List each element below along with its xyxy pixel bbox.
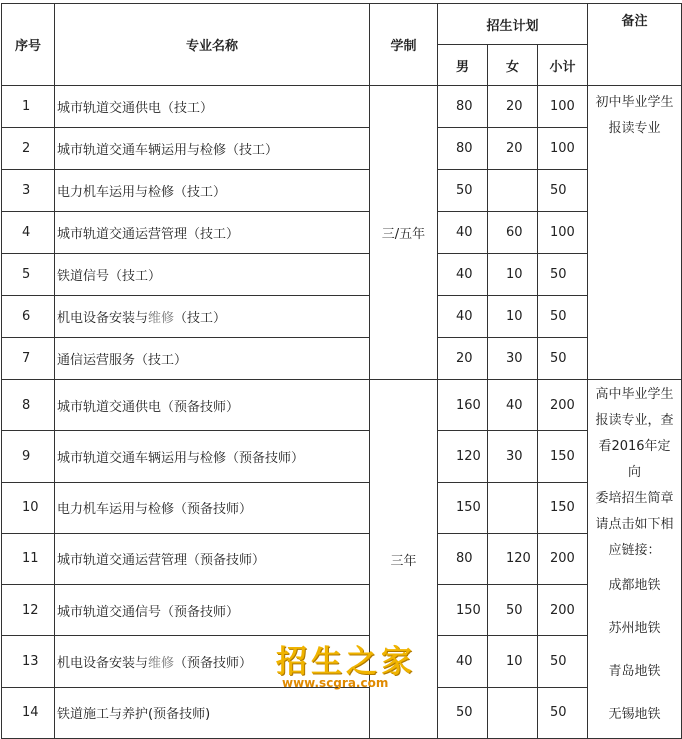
header-seq: 序号 [2, 4, 55, 86]
table-row [2, 170, 682, 212]
header-male: 男 [438, 45, 488, 86]
row-seq: 12 [2, 585, 55, 636]
row-major-name [55, 431, 370, 482]
row-major-name [55, 482, 370, 533]
row-subtotal: 200 [538, 380, 588, 431]
table-row [2, 533, 682, 584]
row-subtotal: 50 [538, 170, 588, 212]
row-duration: 三/五年 [370, 86, 438, 380]
row-major-name [55, 338, 370, 380]
row-major-name-part: 机电设备安装与 [57, 656, 149, 672]
row-subtotal: 50 [538, 254, 588, 296]
watermark-url: www.scgra.com [282, 676, 389, 690]
row-major-name [55, 170, 370, 212]
row-subtotal: 150 [538, 482, 588, 533]
row-female-count [488, 687, 538, 738]
row-major-name-part: 机电设备安装与 [57, 311, 149, 326]
row-female-count [488, 170, 538, 212]
row-female-count: 120 [488, 533, 538, 584]
row-subtotal: 100 [538, 86, 588, 128]
note-line: 委培招生简章 [595, 491, 674, 506]
row-female-count: 20 [488, 86, 538, 128]
row-major-name-suffix: （技工） [174, 311, 227, 326]
note-line: 初中毕业学生 [595, 95, 674, 110]
header-plan: 招生计划 [438, 4, 588, 45]
row-female-count: 40 [488, 380, 538, 431]
row-major-name [55, 212, 370, 254]
row-major-name-part: 铁道施工与养护(预备技师) [57, 707, 211, 723]
row-major-name [55, 296, 370, 338]
table-row [2, 338, 682, 380]
row-male-count: 80 [438, 86, 488, 128]
row-male-count: 150 [438, 585, 488, 636]
note-line: 无锡地铁 [608, 707, 661, 722]
row-major-name [55, 585, 370, 636]
row-seq: 9 [2, 431, 55, 482]
row-seq: 6 [2, 296, 55, 338]
row-male-count: 40 [438, 296, 488, 338]
watermark-logo [276, 636, 416, 696]
row-male-count: 50 [438, 170, 488, 212]
row-seq: 3 [2, 170, 55, 212]
row-seq: 13 [2, 636, 55, 687]
row-seq: 10 [2, 482, 55, 533]
row-major-name-gray: 维修 [148, 656, 175, 672]
table-row [2, 585, 682, 636]
row-seq: 7 [2, 338, 55, 380]
row-female-count: 10 [488, 296, 538, 338]
row-seq: 11 [2, 533, 55, 584]
row-female-count: 10 [488, 254, 538, 296]
row-subtotal: 50 [538, 296, 588, 338]
row-male-count: 40 [438, 212, 488, 254]
row-major-name-gray: 维修 [148, 311, 175, 326]
row-major-name [55, 86, 370, 128]
row-major-name-part: 城市轨道交通供电（技工） [57, 101, 214, 116]
row-subtotal: 50 [538, 636, 588, 687]
note-line: 苏州地铁 [608, 621, 661, 636]
table-row [2, 431, 682, 482]
row-female-count: 30 [488, 338, 538, 380]
row-major-name-part: 城市轨道交通供电（预备技师） [57, 399, 240, 415]
header-major: 专业名称 [55, 4, 370, 86]
row-major-name-suffix: （预备技师） [174, 656, 253, 672]
row-major-name-part: 城市轨道交通运营管理（预备技师） [57, 553, 266, 569]
note-line: 高中毕业学生 [595, 387, 674, 402]
row-subtotal: 50 [538, 687, 588, 738]
header-subtotal: 小计 [538, 45, 588, 86]
note-line: 青岛地铁 [608, 664, 661, 679]
row-seq: 4 [2, 212, 55, 254]
table-row [2, 212, 682, 254]
row-subtotal: 200 [538, 533, 588, 584]
row-male-count: 160 [438, 380, 488, 431]
row-male-count: 150 [438, 482, 488, 533]
row-seq: 2 [2, 128, 55, 170]
enrollment-table [1, 3, 682, 739]
table-row [2, 128, 682, 170]
note-line: 报读专业 [608, 121, 661, 136]
row-male-count: 20 [438, 338, 488, 380]
row-female-count [488, 482, 538, 533]
row-subtotal: 100 [538, 212, 588, 254]
note-line: 报读专业，查 [595, 413, 674, 428]
row-seq: 1 [2, 86, 55, 128]
row-major-name-part: 城市轨道交通车辆运用与检修（预备技师） [57, 450, 305, 466]
row-seq: 5 [2, 254, 55, 296]
row-male-count: 40 [438, 254, 488, 296]
watermark-title: 招生之家 [276, 644, 416, 680]
table-row [2, 86, 682, 128]
row-major-name [55, 380, 370, 431]
row-major-name-part: 城市轨道交通车辆运用与检修（技工） [57, 143, 279, 158]
row-note [588, 86, 682, 380]
note-line: 应链接： [608, 543, 661, 558]
row-male-count: 120 [438, 431, 488, 482]
row-seq: 14 [2, 687, 55, 738]
table-row [2, 296, 682, 338]
row-major-name-part: 城市轨道交通信号（预备技师） [57, 604, 240, 620]
row-male-count: 40 [438, 636, 488, 687]
table-row [2, 380, 682, 431]
row-major-name [55, 254, 370, 296]
row-major-name-part: 电力机车运用与检修（预备技师） [57, 502, 253, 518]
note-line: 看2016年定向 [598, 439, 671, 480]
header-note: 备注 [588, 4, 682, 86]
row-female-count: 20 [488, 128, 538, 170]
row-male-count: 50 [438, 687, 488, 738]
row-major-name [55, 533, 370, 584]
row-subtotal: 150 [538, 431, 588, 482]
note-line: 成都地铁 [608, 578, 661, 593]
table-row [2, 482, 682, 533]
row-female-count: 10 [488, 636, 538, 687]
row-major-name [55, 128, 370, 170]
row-female-count: 30 [488, 431, 538, 482]
row-major-name-part: 铁道信号（技工） [57, 269, 162, 284]
row-subtotal: 100 [538, 128, 588, 170]
row-note [588, 380, 682, 739]
row-major-name-part: 电力机车运用与检修（技工） [57, 185, 227, 200]
table-row [2, 254, 682, 296]
row-subtotal: 50 [538, 338, 588, 380]
row-duration: 三年 [370, 380, 438, 739]
row-major-name-part: 通信运营服务（技工） [57, 353, 188, 368]
note-line: 请点击如下相 [595, 517, 674, 532]
row-female-count: 50 [488, 585, 538, 636]
header-female: 女 [488, 45, 538, 86]
row-male-count: 80 [438, 128, 488, 170]
row-subtotal: 200 [538, 585, 588, 636]
row-seq: 8 [2, 380, 55, 431]
row-major-name-part: 城市轨道交通运营管理（技工） [57, 227, 240, 242]
header-duration: 学制 [370, 4, 438, 86]
row-female-count: 60 [488, 212, 538, 254]
row-male-count: 80 [438, 533, 488, 584]
